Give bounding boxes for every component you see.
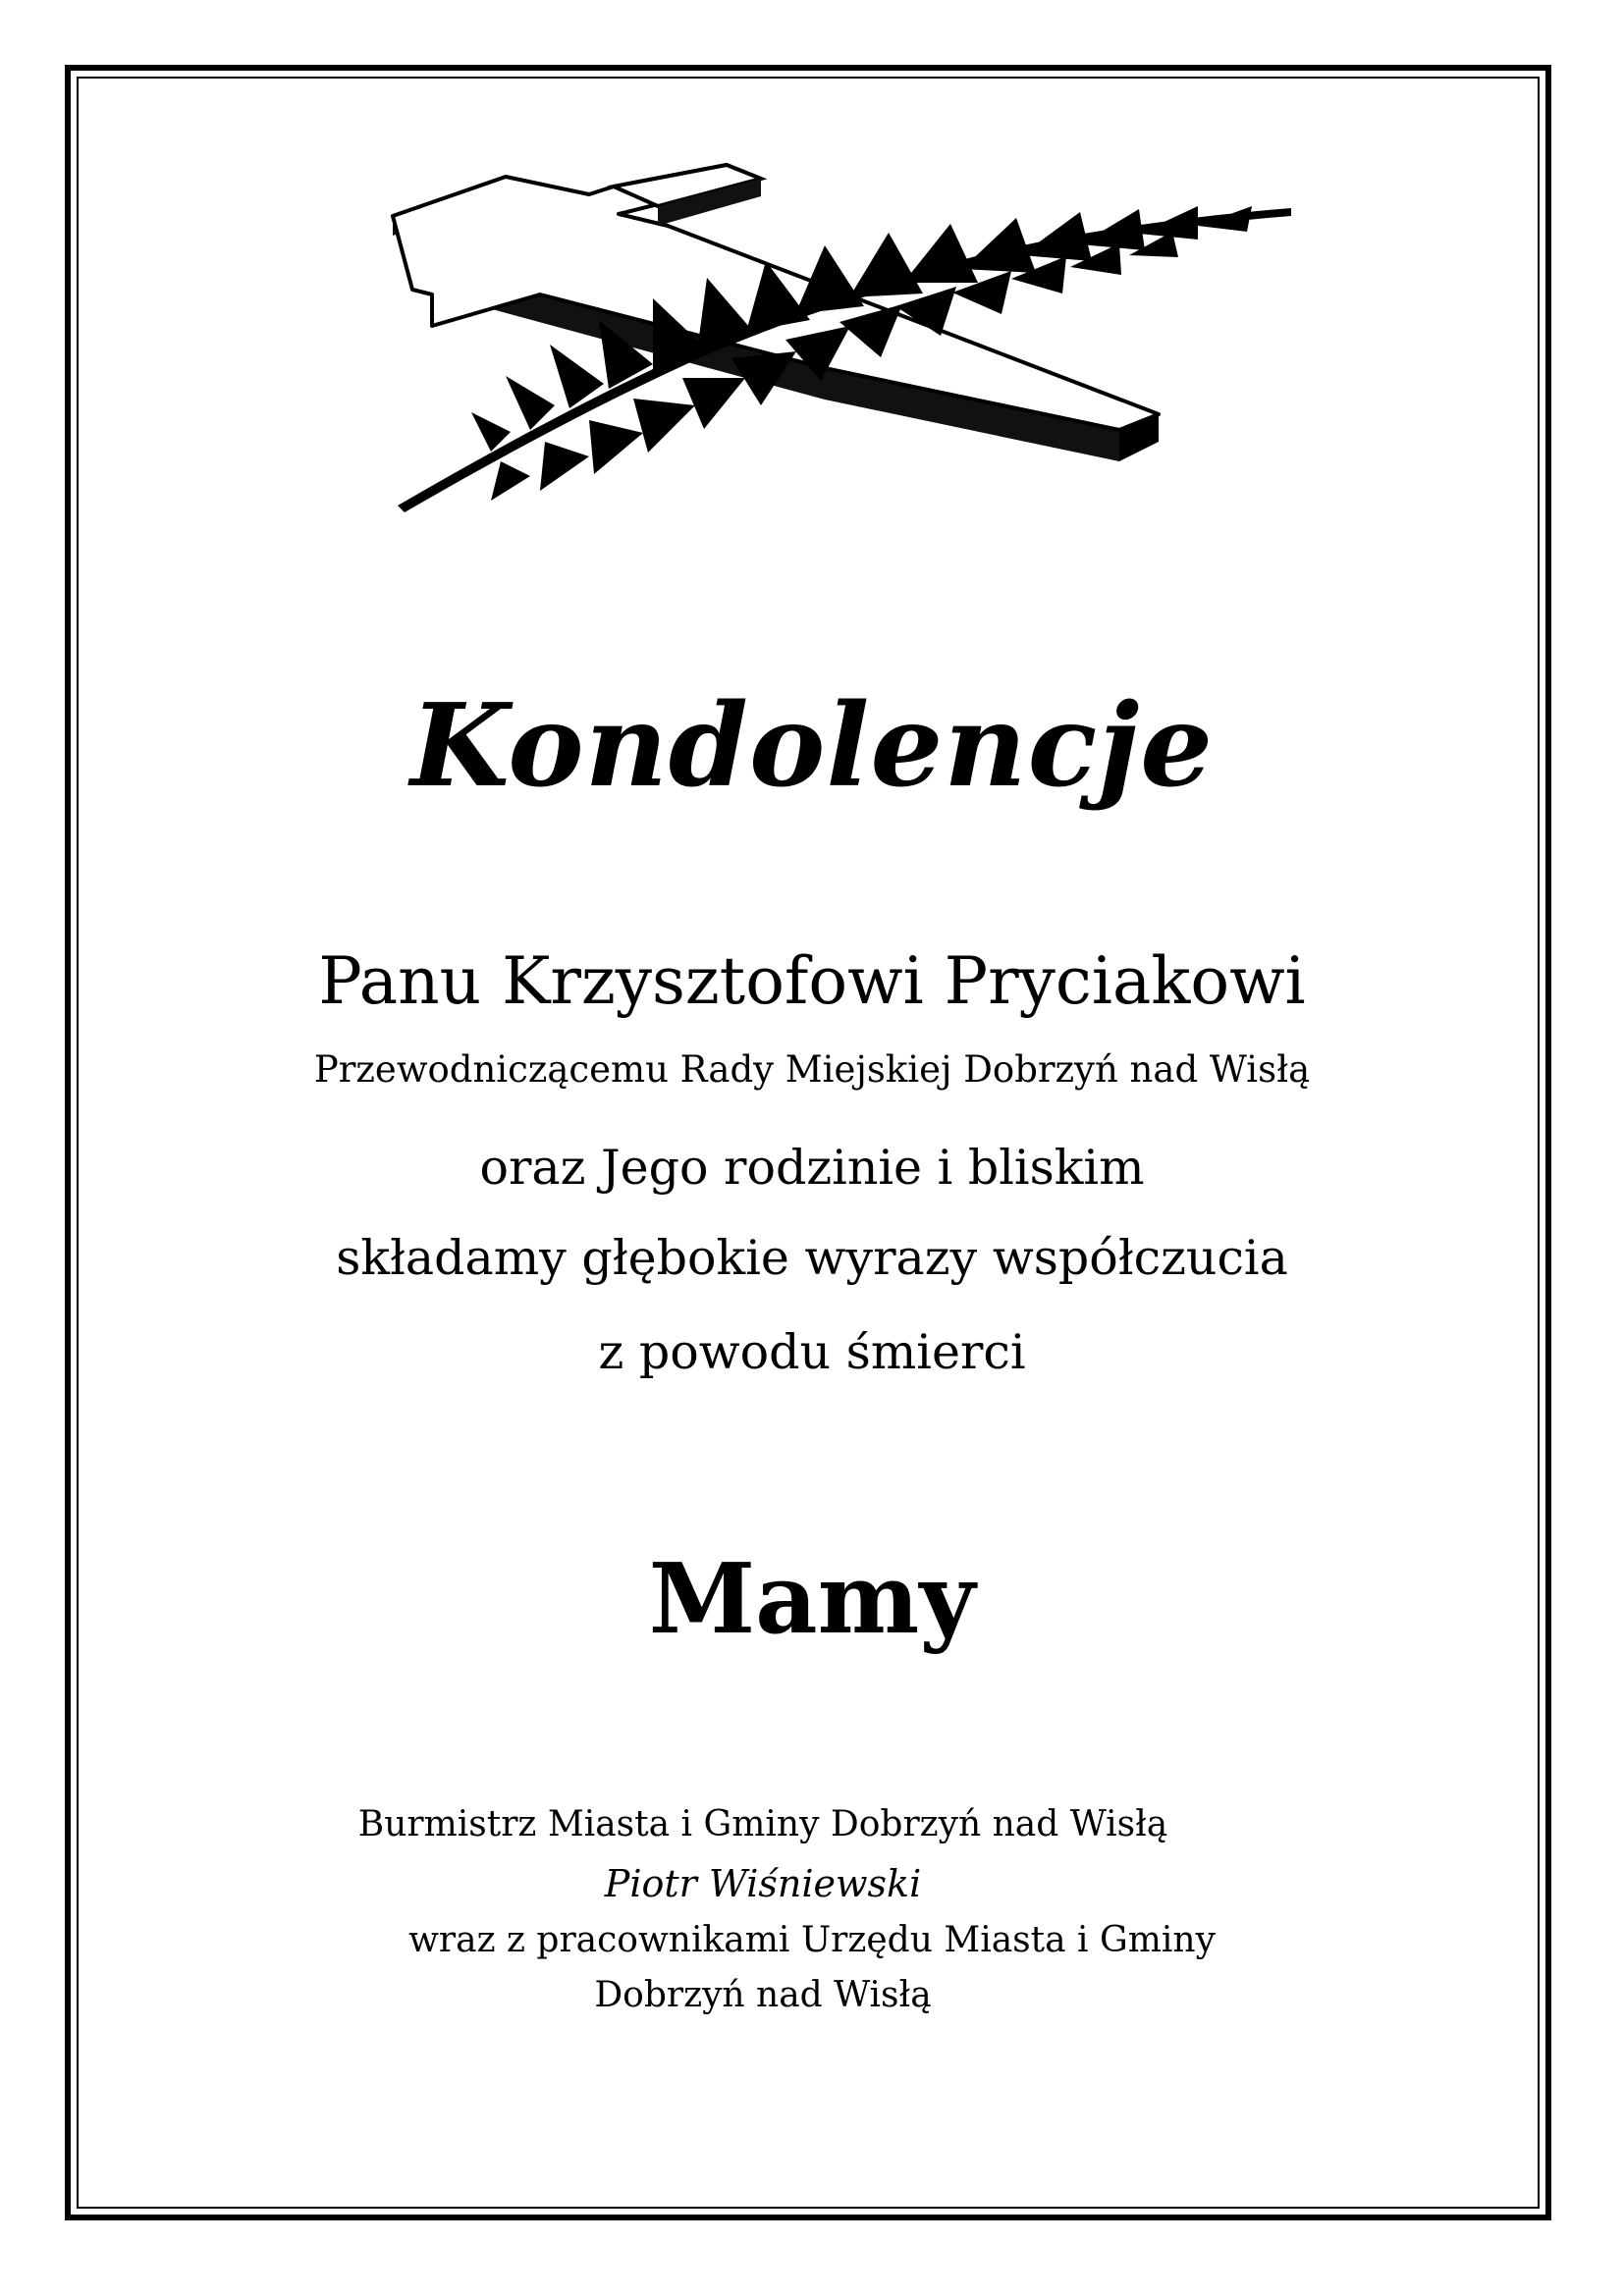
body-line: składamy głębokie wyrazy współczucia [336, 1230, 1288, 1286]
signature-place: Dobrzyń nad Wisłą [594, 1975, 932, 2015]
signature-position: Burmistrz Miasta i Gminy Dobrzyń nad Wisłą [357, 1804, 1168, 1844]
signature-staff: wraz z pracownikami Urzędu Miasta i Gminy [408, 1920, 1216, 1960]
deceased-relation: Mamy [648, 1543, 976, 1656]
signature-name: Piotr Wiśniewski [604, 1862, 922, 1905]
addressee-role: Przewodniczącemu Rady Miejskiej Dobrzyń nad Wisłą [313, 1048, 1311, 1091]
body-line: oraz Jego rodzinie i bliskim [479, 1140, 1145, 1196]
page-title: Kondolencje [409, 679, 1215, 813]
cross-with-palm-branch-icon [373, 157, 1335, 530]
addressee-name: Panu Krzysztofowi Pryciakowi [318, 943, 1306, 1019]
body-line: z powodu śmierci [598, 1324, 1026, 1380]
